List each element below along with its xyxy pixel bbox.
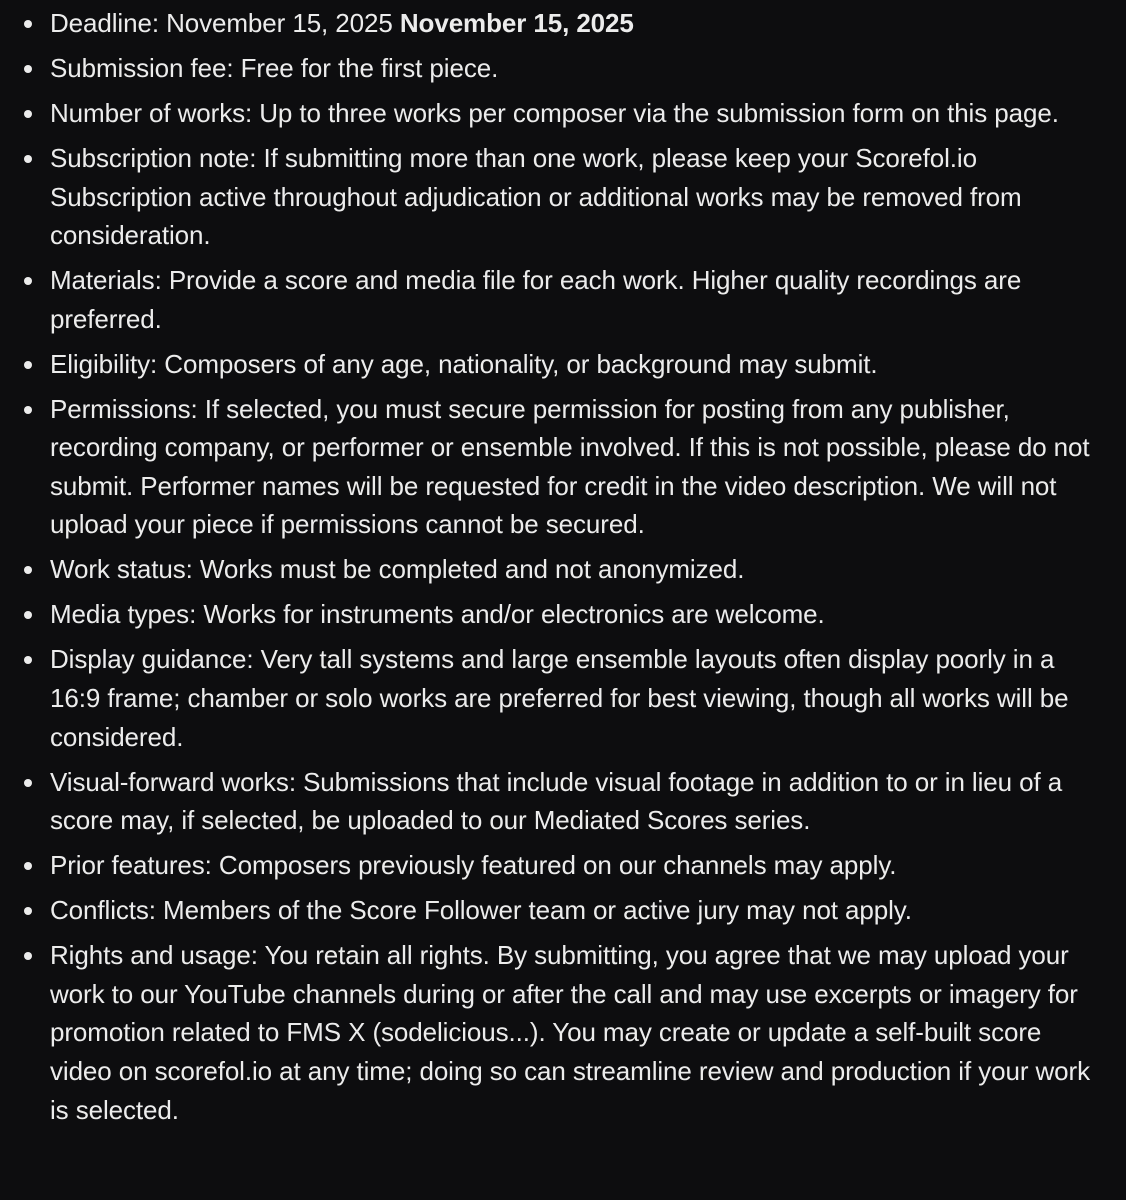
list-item-deadline — [50, 4, 1106, 43]
eligibility-text: Eligibility: Composers of any age, nationality, or background may submit. — [50, 348, 878, 379]
list-item-rights-and-usage — [50, 936, 1106, 1129]
list-item-visual-forward-works — [50, 763, 1106, 840]
list-item-display-guidance — [50, 640, 1106, 756]
list-item-prior-features — [50, 846, 1106, 885]
bullet-icon — [24, 611, 32, 619]
bullet-icon — [24, 110, 32, 118]
subscription-note-text: Subscription note: If submitting more than one work, please keep your Scorefol.io Subscription active throughout adjudication or additional works may be removed from consideration. — [50, 142, 1022, 251]
materials-text: Materials: Provide a score and media file for each work. Higher quality recordings are preferred. — [50, 265, 1022, 334]
permissions-text: Permissions: If selected, you must secure permission for posting from any publisher, recording company, or performer or ensemble involved. If this is not possible, please do not submit. Performer names will be requested for credit in the video description. We will not upload your piece if permissions cannot be secured. — [50, 393, 1090, 540]
bullet-icon — [24, 656, 32, 664]
submission-fee-text: Submission fee: Free for the first piece. — [50, 52, 499, 83]
deadline-text: Deadline: November 15, 2025 — [50, 8, 393, 38]
list-item-submission-fee — [50, 49, 1106, 88]
number-of-works-text: Number of works: Up to three works per composer via the submission form on this page. — [50, 97, 1059, 128]
conflicts-text: Conflicts: Members of the Score Follower team or active jury may not apply. — [50, 895, 912, 926]
bullet-icon — [24, 20, 32, 28]
list-item-subscription-note — [50, 139, 1106, 255]
bullet-icon — [24, 65, 32, 73]
bullet-icon — [24, 277, 32, 285]
list-item-permissions — [50, 390, 1106, 544]
list-item-conflicts — [50, 891, 1106, 930]
bullet-icon — [24, 907, 32, 915]
media-types-text: Media types: Works for instruments and/or electronics are welcome. — [50, 599, 825, 630]
bullet-icon — [24, 406, 32, 414]
deadline-bold-date: November 15, 2025 — [399, 8, 634, 38]
list-item-media-types — [50, 595, 1106, 634]
work-status-text: Work status: Works must be completed and not anonymized. — [50, 554, 745, 585]
bullet-icon — [24, 952, 32, 960]
bullet-icon — [24, 155, 32, 163]
rights-and-usage-text: Rights and usage: You retain all rights. By submitting, you agree that we may upload your work to our YouTube channels during or after the call and may use excerpts or imagery for promotion related to FMS X (sodelicious...). You may create or update a self-built score video on scorefol.io at any time; doing so can streamline review and production if your work is selected. — [50, 940, 1091, 1125]
prior-features-text: Prior features: Composers previously featured on our channels may apply. — [50, 850, 897, 881]
bullet-icon — [24, 361, 32, 369]
visual-forward-works-text: Visual-forward works: Submissions that include visual footage in addition to or in lieu of a score may, if selected, be uploaded to our Mediated Scores series. — [50, 766, 1063, 836]
bullet-icon — [24, 862, 32, 870]
bullet-icon — [24, 779, 32, 787]
list-item-eligibility — [50, 345, 1106, 384]
list-item-work-status — [50, 550, 1106, 589]
list-item-number-of-works — [50, 94, 1106, 133]
display-guidance-text: Display guidance: Very tall systems and large ensemble layouts often display poorly in a 16:9 frame; chamber or solo works are preferred for best viewing, though all works will be considered. — [50, 644, 1069, 752]
list-item-materials — [50, 261, 1106, 338]
bullet-icon — [24, 566, 32, 574]
